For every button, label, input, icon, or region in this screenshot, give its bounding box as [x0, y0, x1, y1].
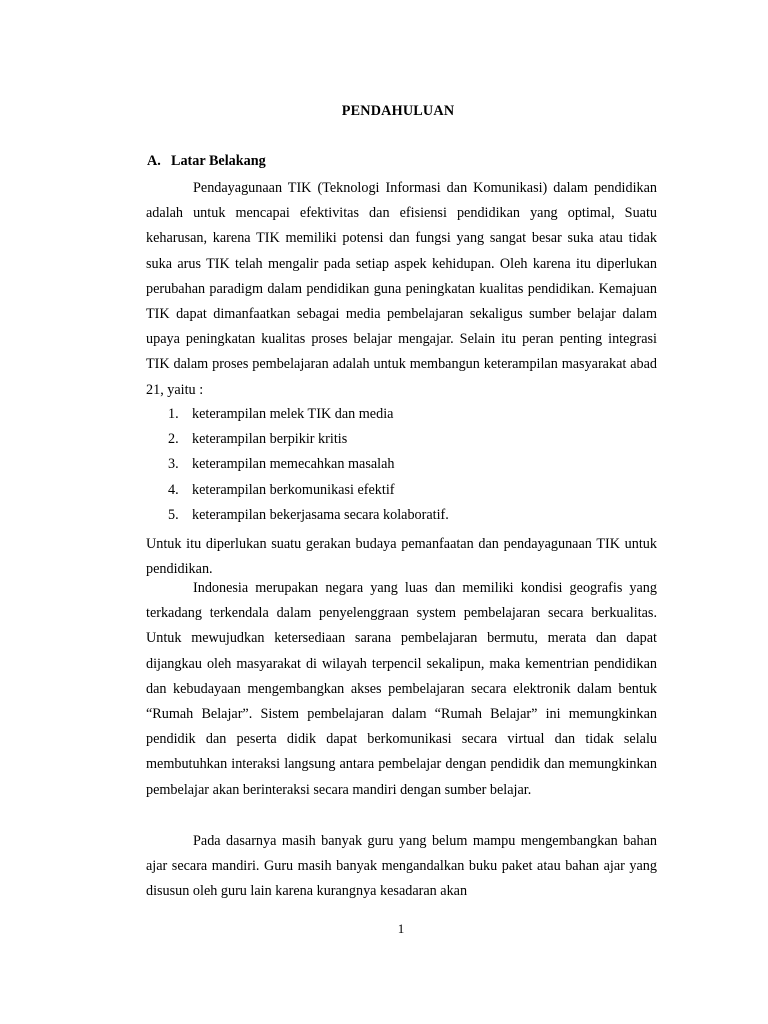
- list-item: [168, 427, 449, 452]
- list-item-number: 3.: [168, 456, 179, 473]
- list-item: [168, 478, 449, 503]
- list-item: [168, 402, 449, 427]
- paragraph-3: Indonesia merupakan negara yang luas dan memiliki kondisi geografis yang terkadang terkendala dalam penyelenggraan system pembelajaran secara berkualitas. Untuk mewujudkan ketersediaan sarana pembelajaran bermutu, merata dan dapat dijangkau oleh masyarakat di wilayah terpencil sekalipun, maka kementrian pendidikan dan kebudayaan mengembangkan akses pembelajaran secara elektronik dalam bentuk “Rumah Belajar”. Sistem pembelajaran dalam “Rumah Belajar” ini memungkinkan pendidik dan peserta didik dapat berkomunikasi secara virtual dan tidak selalu membutuhkan interaksi langsung antara pembelajar dengan pendidik dan memungkinkan pembelajar akan berinteraksi secara mandiri dengan sumber belajar.: [146, 580, 657, 798]
- list-item: [168, 503, 449, 528]
- list-item-text: keterampilan melek TIK dan media: [192, 406, 394, 422]
- section-title: Latar Belakang: [171, 153, 266, 169]
- paragraph-block-4: [146, 829, 657, 905]
- paragraph-4: Pada dasarnya masih banyak guru yang belum mampu mengembangkan bahan ajar secara mandiri. Guru masih banyak mengandalkan buku paket atau bahan ajar yang disusun oleh guru lain karena kurangnya kesadaran akan: [146, 833, 657, 900]
- page-number: 1: [397, 921, 405, 936]
- page-title: PENDAHULUAN: [341, 103, 455, 119]
- list-item-number: 2.: [168, 431, 179, 448]
- list-item: [168, 452, 449, 477]
- list-item-text: keterampilan berkomunikasi efektif: [192, 481, 395, 498]
- list-item-number: 1.: [168, 406, 179, 422]
- paragraph-block-3: [146, 576, 657, 803]
- section-heading: [147, 153, 266, 170]
- list-item-number: 4.: [168, 481, 179, 498]
- paragraph-2: Untuk itu diperlukan suatu gerakan budaya pemanfaatan dan pendayagunaan TIK untuk pendidikan.: [146, 536, 657, 578]
- section-label: A.: [147, 153, 161, 169]
- paragraph-block-2: [146, 532, 657, 582]
- paragraph-block-1: [146, 176, 657, 403]
- paragraph-1: Pendayagunaan TIK (Teknologi Informasi dan Komunikasi) dalam pendidikan adalah untuk mencapai efektivitas dan efisiensi pendidikan yang optimal, Suatu keharusan, karena TIK memiliki potensi dan fungsi yang sangat besar suka atau tidak suka arus TIK telah mengalir pada setiap aspek kehidupan. Oleh karena itu diperlukan perubahan paradigm dalam pendidikan guna peningkatan kualitas pendidikan. Kemajuan TIK dapat dimanfaatkan sebagai media pembelajaran sekaligus sumber belajar dalam upaya peningkatan kualitas proses belajar mengajar. Selain itu peran penting integrasi TIK dalam proses pembelajaran adalah untuk membangun keterampilan masyarakat abad 21, yaitu :: [146, 180, 657, 398]
- list-item-text: keterampilan memecahkan masalah: [192, 456, 395, 473]
- list-item-text: keterampilan bekerjasama secara kolaboratif.: [192, 506, 449, 523]
- skills-list: [168, 402, 449, 528]
- list-item-number: 5.: [168, 506, 179, 523]
- list-item-text: keterampilan berpikir kritis: [192, 431, 348, 448]
